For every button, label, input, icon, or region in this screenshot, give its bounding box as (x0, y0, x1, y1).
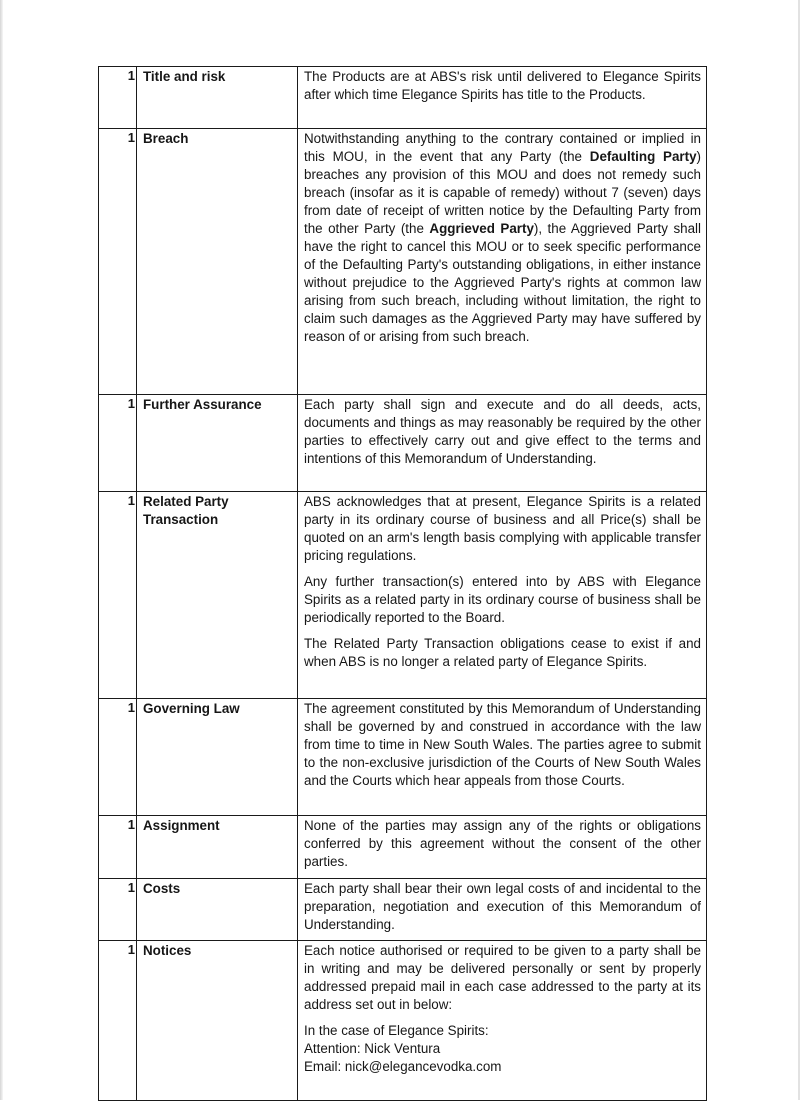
clause-paragraph: The Related Party Transaction obligations cease to exist if and when ABS is no longer a related party of Elegance Spirits. (304, 636, 701, 669)
clause-number: 1 (127, 396, 135, 411)
breach-text-3: ), the Aggrieved Party shall have the right to cancel this MOU or to seek specific performance of the Defaulting Party's outstanding obligations, in either instance without prejudice to the Aggrieved Party's rights at common law arising from such breach, including without limitation, the right to claim such damages as the Aggrieved Party may have suffered by reason of or arising from such breach. (304, 221, 701, 344)
clause-row-costs (99, 879, 707, 941)
clause-number: 1 (127, 68, 135, 83)
clause-row-notices (99, 941, 707, 1101)
clause-paragraph: Each party shall bear their own legal costs of and incidental to the preparation, negotiation and execution of this Memorandum of Understanding. (304, 881, 701, 932)
clause-heading: Costs (137, 879, 298, 941)
clause-number: 1 (127, 942, 135, 957)
clauses-table (98, 66, 707, 1101)
clause-body (298, 699, 707, 816)
clause-number-cell (99, 699, 137, 816)
clause-paragraph: The Products are at ABS's risk until delivered to Elegance Spirits after which time Elegance Spirits has title to the Products. (304, 69, 701, 102)
clause-body (298, 129, 707, 395)
clause-number-cell (99, 492, 137, 699)
clause-number: 1 (127, 700, 135, 715)
clause-heading: Breach (137, 129, 298, 395)
notice-email: Email: nick@elegancevodka.com (304, 1059, 502, 1074)
clause-heading: Governing Law (137, 699, 298, 816)
clause-row-title-and-risk (99, 67, 707, 129)
clause-paragraph: ABS acknowledges that at present, Elegance Spirits is a related party in its ordinary course of business and all Price(s) shall be quoted on an arm's length basis complying with applicable transfer pricing regulations. (304, 494, 701, 563)
clause-row-assignment (99, 816, 707, 879)
clause-number-cell (99, 941, 137, 1101)
clause-body (298, 67, 707, 129)
notice-attention: Attention: Nick Ventura (304, 1041, 441, 1056)
clause-heading: Assignment (137, 816, 298, 879)
clause-row-governing-law (99, 699, 707, 816)
clause-paragraph: Each notice authorised or required to be given to a party shall be in writing and may be delivered personally or sent by properly addressed prepaid mail in each case addressed to the party at its address set out in below: (304, 943, 701, 1012)
page-edge-left (0, 0, 3, 1100)
clause-paragraph: Each party shall sign and execute and do all deeds, acts, documents and things as may reasonably be required by the other parties to effectively carry out and give effect to the terms and intentions of this Memorandum of Understanding. (304, 397, 701, 466)
clause-paragraph: The agreement constituted by this Memorandum of Understanding shall be governed by and construed in accordance with the law from time to time in New South Wales. The parties agree to submit to the non-exclusive jurisdiction of the Courts of New South Wales and the Courts which hear appeals from those Courts. (304, 701, 701, 788)
clause-body (298, 879, 707, 941)
clause-heading: Notices (137, 941, 298, 1101)
breach-text-2: ) breaches any provision of this MOU and does not remedy such breach (insofar as it is capable of remedy) without 7 (seven) days from date of receipt of written notice by the Defaulting Party from the other Party (the (304, 149, 701, 236)
clause-paragraph (304, 130, 701, 346)
breach-text-1: Notwithstanding anything to the contrary contained or implied in this MOU, in the event that any Party (the (304, 131, 701, 164)
clause-number-cell (99, 129, 137, 395)
notice-address-block (304, 1022, 701, 1076)
clause-number-cell (99, 67, 137, 129)
clause-body (298, 492, 707, 699)
clause-row-breach (99, 129, 707, 395)
clause-heading: Further Assurance (137, 395, 298, 492)
clause-paragraph: None of the parties may assign any of the rights or obligations conferred by this agreement without the consent of the other parties. (304, 818, 701, 869)
clause-heading: Title and risk (137, 67, 298, 129)
clause-row-related-party-transaction (99, 492, 707, 699)
clause-paragraph: Any further transaction(s) entered into by ABS with Elegance Spirits as a related party in its ordinary course of business shall be periodically reported to the Board. (304, 574, 701, 625)
notice-address-intro: In the case of Elegance Spirits: (304, 1023, 489, 1038)
clause-number: 1 (127, 880, 135, 895)
clause-heading: Related Party Transaction (137, 492, 298, 699)
clause-number: 1 (127, 493, 135, 508)
clause-number: 1 (127, 130, 135, 145)
clause-number-cell (99, 816, 137, 879)
clause-number: 1 (127, 817, 135, 832)
clause-body (298, 395, 707, 492)
clause-number-cell (99, 395, 137, 492)
clause-row-further-assurance (99, 395, 707, 492)
defined-term-aggrieved-party: Aggrieved Party (429, 221, 534, 236)
clause-body (298, 941, 707, 1101)
defined-term-defaulting-party: Defaulting Party (589, 149, 697, 164)
clause-number-cell (99, 879, 137, 941)
clause-body (298, 816, 707, 879)
